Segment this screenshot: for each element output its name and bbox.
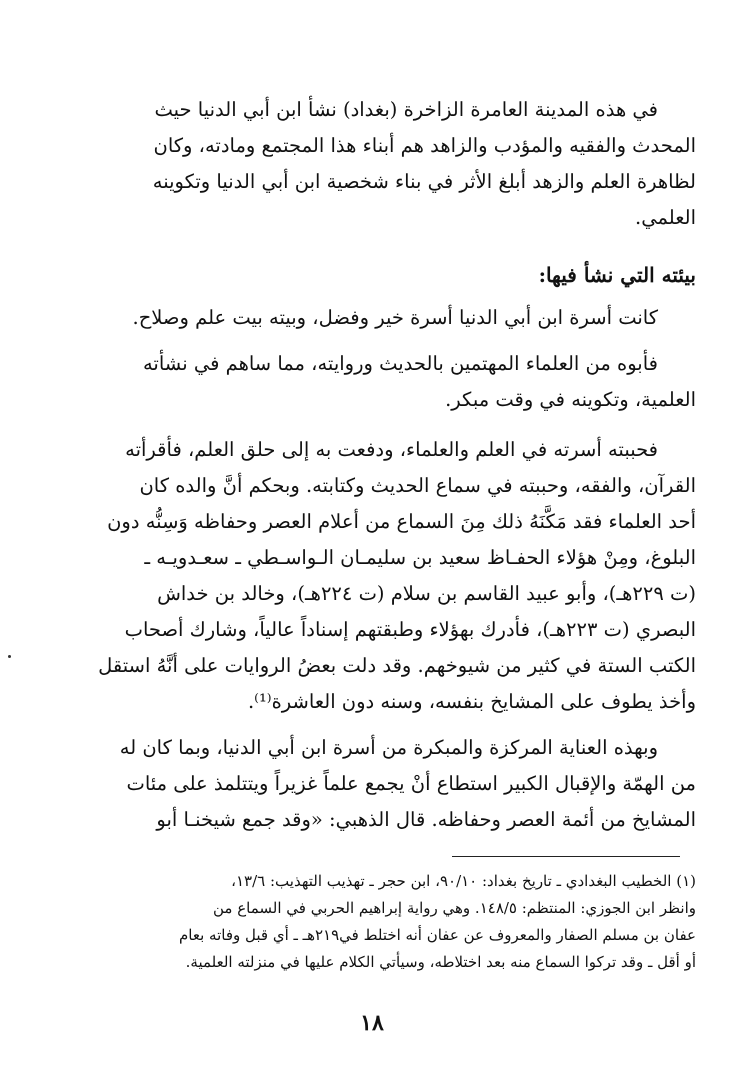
margin-mark <box>8 655 11 658</box>
footnote-line: أو أقل ـ وقد تركوا السماع منه بعد اختلاطه، وسيأتي الكلام عليها في منزلته العلمية. <box>185 953 696 971</box>
text-line: من الهمّة والإقبال الكبير استطاع أنْ يجمع علماً غزيراً ويتتلمذ على مئات <box>126 772 696 795</box>
text-line: العلمي. <box>635 206 696 229</box>
text-line: البلوغ، ومِنْ هؤلاء الحفـاظ سعيد بن سليمـان الـواسـطي ـ سعـدويـه ـ <box>144 546 696 569</box>
intro-paragraph <box>60 92 696 236</box>
teachers-paragraph <box>60 730 696 838</box>
text-line: فأبوه من العلماء المهتمين بالحديث وروايته، مما ساهم في نشأته <box>142 352 658 375</box>
text-line: (ت ٢٢٩هـ)، وأبو عبيد القاسم بن سلام (ت ٢٢٤هـ)، وخالد بن خداش <box>157 582 696 605</box>
text-line: وأخذ يطوف على المشايخ بنفسه، وسنه دون العاشرة⁽¹⁾. <box>247 690 696 713</box>
page-number: ١٨ <box>360 1010 384 1036</box>
text-line: القرآن، والفقه، وحببته في سماع الحديث وكتابته. وبحكم أنَّ والده كان <box>139 474 696 497</box>
footnote-line: (١) الخطيب البغدادي ـ تاريخ بغداد: ٩٠/١٠، ابن حجر ـ تهذيب التهذيب: ١٣/٦، <box>231 872 696 890</box>
father-paragraph <box>60 346 696 418</box>
text-line: المشايخ من أئمة العصر وحفاظه. قال الذهبي: «وقد جمع شيخنـا أبو <box>156 808 696 831</box>
footnote-divider <box>452 856 680 857</box>
text-line: العلمية، وتكوينه في وقت مبكر. <box>445 388 696 411</box>
upbringing-paragraph <box>60 432 696 720</box>
footnotes <box>60 868 696 976</box>
text-line: في هذه المدينة العامرة الزاخرة (بغداد) نشأ ابن أبي الدنيا حيث <box>154 98 658 121</box>
text-line: أحد العلماء فقد مَكَّنَهُ ذلك مِنَ السماع من أعلام العصر وحفاظه وَسِنُّه دون <box>107 510 696 533</box>
text-line: البصري (ت ٢٢٣هـ)، فأدرك بهؤلاء وطبقتهم إسناداً عالياً، وشارك أصحاب <box>124 618 696 641</box>
page-body <box>60 92 696 838</box>
text-line: كانت أسرة ابن أبي الدنيا أسرة خير وفضل، وبيته بيت علم وصلاح. <box>132 306 658 329</box>
text-line: الكتب الستة في كثير من شيوخهم. وقد دلت بعضُ الروايات على أنَّهُ استقل <box>98 654 696 677</box>
text-line: لظاهرة العلم والزهد أبلغ الأثر في بناء شخصية ابن أبي الدنيا وتكوينه <box>152 170 696 193</box>
text-line: فحببته أسرته في العلم والعلماء، ودفعت به إلى حلق العلم، فأقرأته <box>125 438 658 461</box>
family-paragraph <box>60 300 696 336</box>
text-line: وبهذه العناية المركزة والمبكرة من أسرة ابن أبي الدنيا، وبما كان له <box>119 736 658 759</box>
footnote-line: عفان بن مسلم الصفار والمعروف عن عفان أنه اختلط في٢١٩هـ ـ أي قبل وفاته بعام <box>179 926 696 944</box>
footnote-line: وانظر ابن الجوزي: المنتظم: ١٤٨/٥. وهي رواية إبراهيم الحربي في السماع من <box>213 899 696 917</box>
section-heading: بيئته التي نشأ فيها: <box>538 263 696 287</box>
text-line: المحدث والفقيه والمؤدب والزاهد هم أبناء هذا المجتمع ومادته، وكان <box>153 134 696 157</box>
